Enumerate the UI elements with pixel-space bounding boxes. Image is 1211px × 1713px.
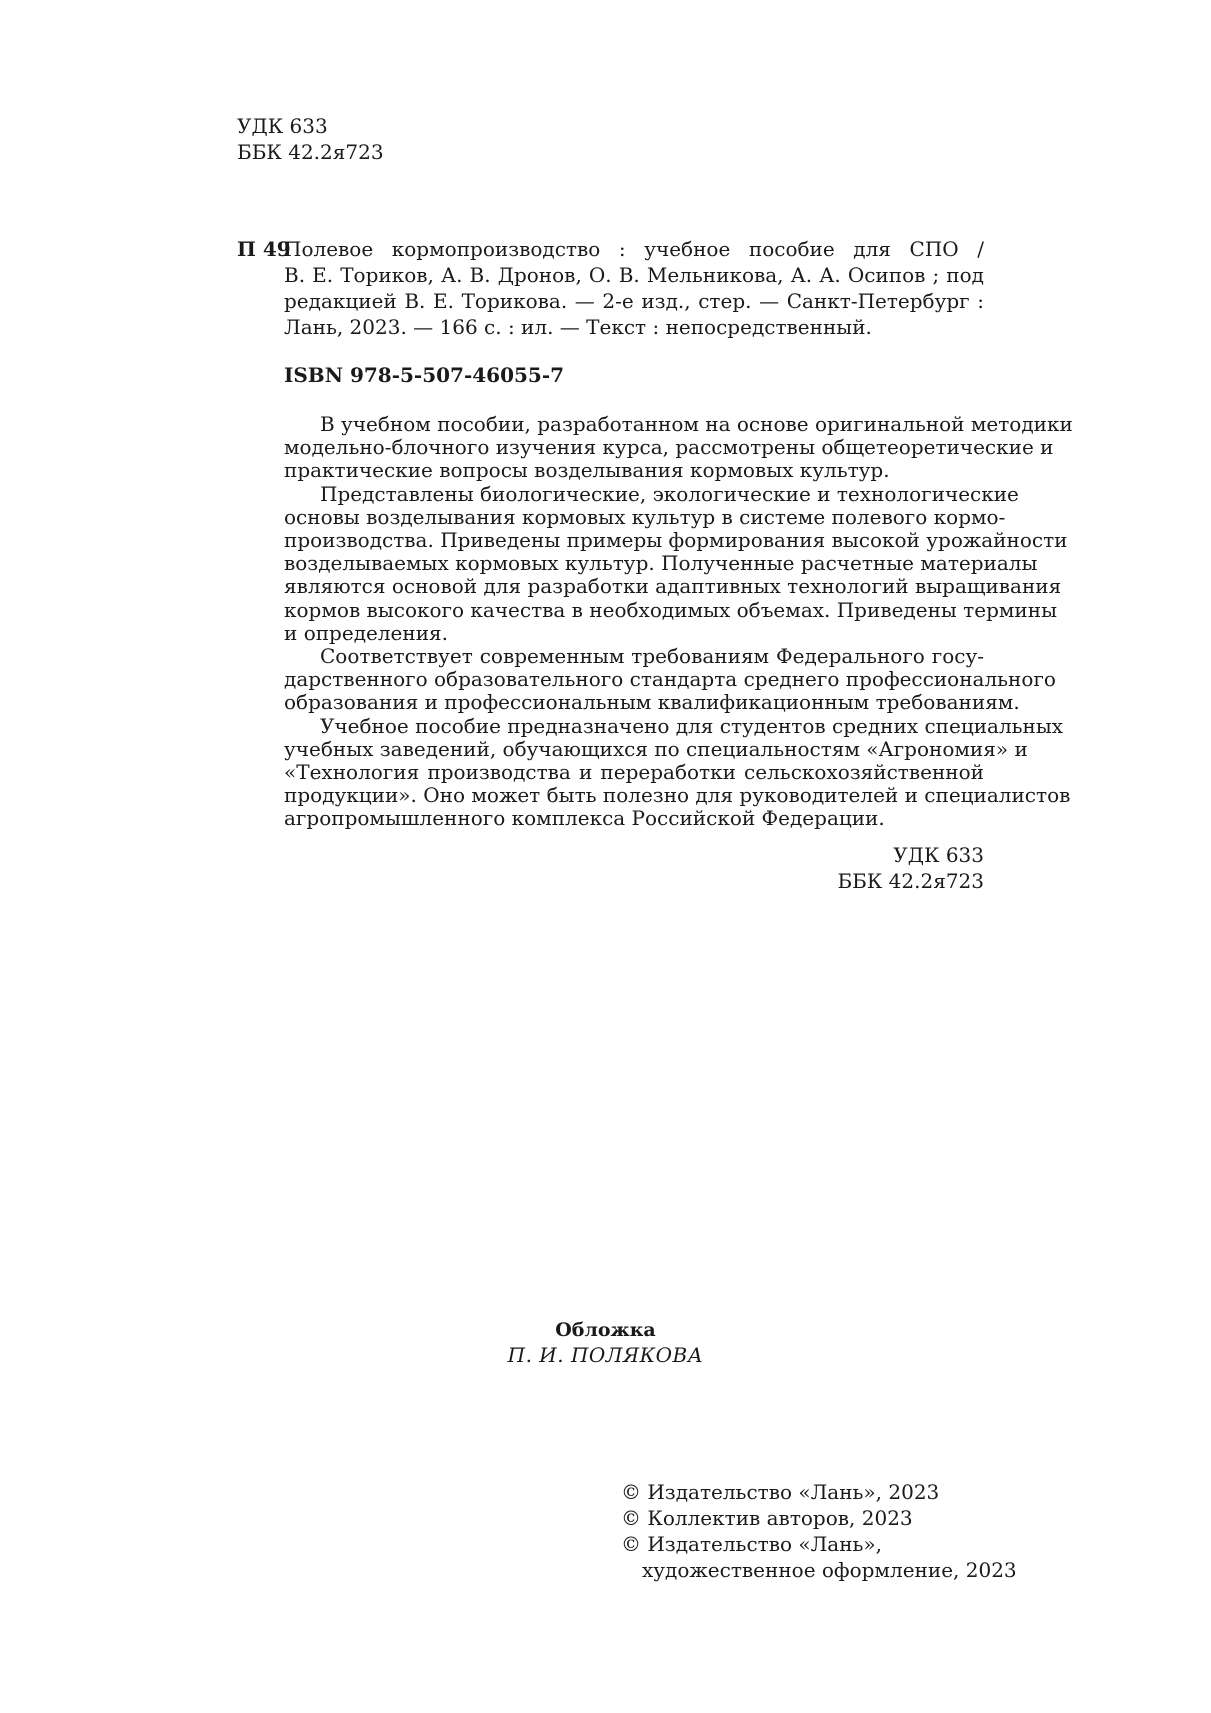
- abstract-line: производства. Приведены примеры формирования высокой урожайности: [284, 528, 1068, 553]
- udk-code: УДК 633: [237, 114, 328, 138]
- biblio-line: редакцией В. Е. Торикова. — 2-е изд., стер. — Санкт-Петербург :: [284, 289, 984, 313]
- biblio-line: В. Е. Ториков, А. В. Дронов, О. В. Мельникова, А. А. Осипов ; под: [284, 263, 984, 287]
- abstract-line: Учебное пособие предназначено для студентов средних специальных: [320, 713, 1064, 738]
- biblio-line: Лань, 2023. — 166 с. : ил. — Текст : непосредственный.: [284, 315, 872, 339]
- abstract: [284, 412, 1073, 831]
- abstract-line: основы возделывания кормовых культур в системе полевого кормо-: [284, 504, 1006, 529]
- abstract-line: дарственного образовательного стандарта среднего профессионального: [284, 667, 1056, 692]
- abstract-line: возделываемых кормовых культур. Полученные расчетные материалы: [284, 551, 1038, 576]
- bbk-code: ББК 42.2я723: [237, 140, 384, 164]
- abstract-line: образования и профессиональным квалификационным требованиям.: [284, 690, 1020, 715]
- author-sign: П 49: [237, 237, 291, 261]
- copyright-block: [621, 1479, 1017, 1583]
- abstract-line: агропромышленного комплекса Российской Федерации.: [284, 806, 885, 831]
- biblio-line: Полевое кормопроизводство : учебное пособие для СПО /: [284, 237, 984, 261]
- abstract-line: продукции». Оно может быть полезно для руководителей и специалистов: [284, 783, 1071, 808]
- copyright-line: © Издательство «Лань», 2023: [621, 1480, 940, 1504]
- bibliographic-record: [284, 236, 984, 340]
- abstract-line: модельно-блочного изучения курса, рассмотрены общетеоретические и: [284, 435, 1054, 460]
- isbn: ISBN 978-5-507-46055-7: [284, 363, 565, 387]
- abstract-line: В учебном пособии, разработанном на основе оригинальной методики: [320, 412, 1073, 436]
- udk-code: УДК 633: [893, 843, 984, 867]
- copyright-line: © Издательство «Лань»,: [621, 1532, 883, 1556]
- abstract-line: Соответствует современным требованиям Федерального госу-: [320, 644, 984, 669]
- classification-top: [237, 113, 384, 165]
- cover-credit: [0, 1318, 1211, 1368]
- abstract-line: «Технология производства и переработки сельскохозяйственной: [284, 760, 984, 785]
- abstract-line: практические вопросы возделывания кормовых культур.: [284, 458, 890, 483]
- copyright-line: © Коллектив авторов, 2023: [621, 1506, 913, 1530]
- abstract-line: учебных заведений, обучающихся по специальностям «Агрономия» и: [284, 736, 1028, 761]
- cover-designer: П. И. ПОЛЯКОВА: [507, 1343, 704, 1367]
- abstract-line: кормов высокого качества в необходимых объемах. Приведены термины: [284, 597, 1058, 622]
- classification-bottom: [837, 842, 984, 894]
- bbk-code: ББК 42.2я723: [837, 869, 984, 893]
- abstract-line: Представлены биологические, экологические и технологические: [320, 481, 1019, 506]
- abstract-line: являются основой для разработки адаптивных технологий выращивания: [284, 574, 1062, 599]
- cover-label: Обложка: [555, 1319, 656, 1341]
- copyright-line: художественное оформление, 2023: [642, 1558, 1017, 1582]
- abstract-line: и определения.: [284, 620, 449, 645]
